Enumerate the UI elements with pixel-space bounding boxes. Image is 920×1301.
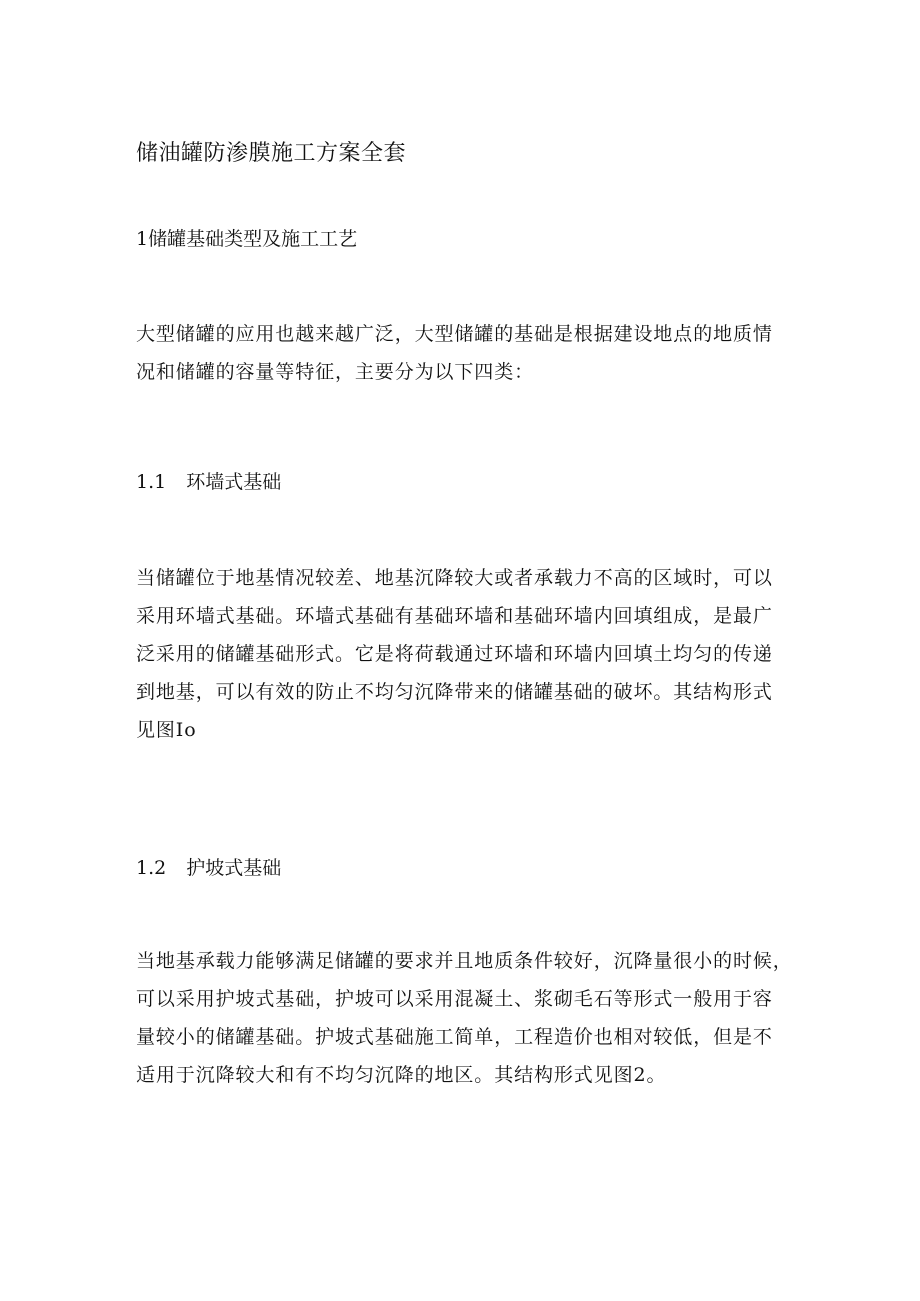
paragraph-line: 到地基，可以有效的防止不均匀沉降带来的储罐基础的破坏。其结构形式 [136,681,773,703]
paragraph-line: 可以采用护坡式基础，护坡可以采用混凝土、浆砌毛石等形式一般用于容 [136,988,773,1010]
paragraph-slope-protection [136,942,796,1094]
section-number: 1.2 [136,857,167,879]
paragraph-line: 当储罐位于地基情况较差、地基沉降较大或者承载力不高的区域时，可以 [136,567,773,589]
paragraph-line: 见图Io [136,719,197,741]
document-title: 储油罐防渗膜施工方案全套 [136,141,407,166]
paragraph-intro [136,315,796,391]
paragraph-line: 当地基承载力能够满足储罐的要求并且地质条件较好，沉降量很小的时候， [136,950,793,972]
paragraph-line: 采用环墙式基础。环墙式基础有基础环墙和基础环墙内回填组成，是最广 [136,605,773,627]
section-title: 环墙式基础 [186,471,282,493]
section-1-2-heading [136,853,281,883]
section-number: 1.1 [136,471,167,493]
paragraph-line: 泛采用的储罐基础形式。它是将荷载通过环墙和环墙内回填土均匀的传递 [136,643,773,665]
section-title: 护坡式基础 [186,857,282,879]
section-1-1-heading [136,467,281,497]
paragraph-line: 况和储罐的容量等特征，主要分为以下四类： [136,361,535,383]
paragraph-line: 大型储罐的应用也越来越广泛，大型储罐的基础是根据建设地点的地质情 [136,323,773,345]
paragraph-ring-wall [136,559,796,749]
paragraph-line: 适用于沉降较大和有不均匀沉降的地区。其结构形式见图2。 [136,1064,667,1086]
section-1-heading: 1储罐基础类型及施工工艺 [136,228,358,250]
paragraph-line: 量较小的储罐基础。护坡式基础施工简单，工程造价也相对较低，但是不 [136,1026,773,1048]
